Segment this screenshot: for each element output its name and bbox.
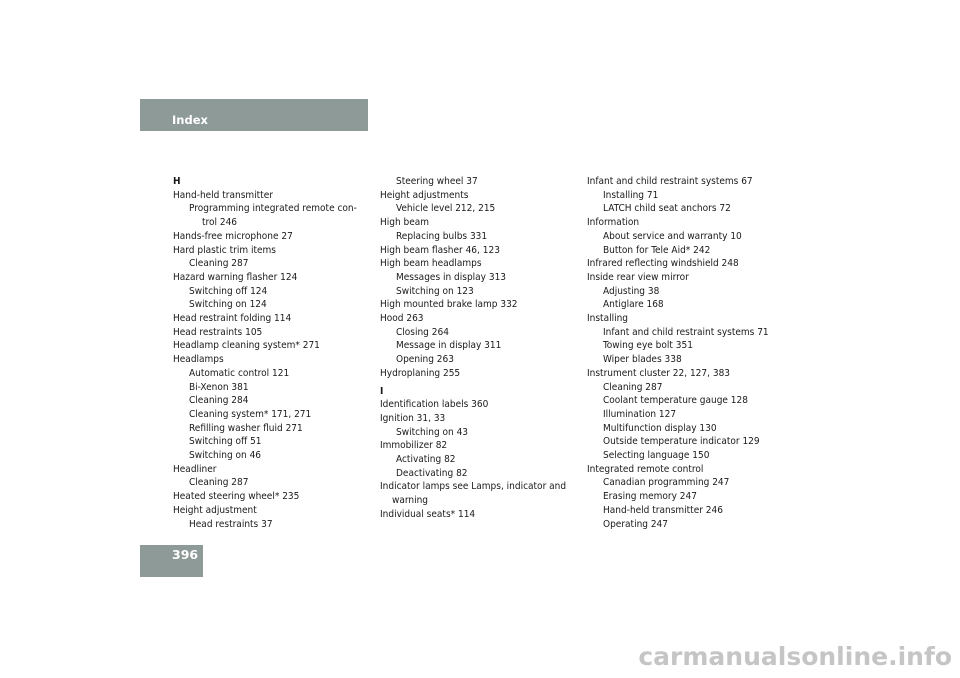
index-subentry: Outside temperature indicator 129 (603, 436, 760, 448)
index-subentry: Switching on 123 (396, 285, 474, 297)
index-entry: Headlamp cleaning system* 271 (173, 340, 320, 352)
index-entry: Hands-free microphone 27 (173, 230, 293, 242)
index-entry: Inside rear view mirror (587, 271, 689, 283)
index-entry: High beam (380, 217, 430, 229)
index-subentry: Steering wheel 37 (396, 176, 478, 187)
index-section-letter: H (173, 176, 181, 187)
index-subentry: Cleaning system* 171, 271 (189, 408, 312, 420)
index-subentry: About service and warranty 10 (603, 230, 742, 242)
index-entry: Indicator lamps see Lamps, indicator and (380, 481, 567, 493)
index-subentry: Head restraints 37 (189, 518, 273, 530)
index-subentry: Button for Tele Aid* 242 (603, 244, 711, 256)
index-entry: Immobilizer 82 (380, 440, 448, 452)
index-subentry: Coolant temperature gauge 128 (603, 395, 748, 407)
index-subentry: Switching off 124 (189, 285, 268, 297)
index-subentry: Operating 247 (603, 518, 669, 530)
index-subentry: Erasing memory 247 (603, 491, 697, 503)
watermark-logo: carmanualsonline.info (638, 642, 952, 671)
index-entry: Infant and child restraint systems 67 (587, 176, 753, 187)
index-subentry: Hand-held transmitter 246 (603, 504, 723, 516)
index-section-letter: I (380, 385, 384, 397)
index-entry: Headlamps (173, 354, 224, 366)
index-subentry: Switching on 124 (189, 299, 267, 311)
index-column-3 (587, 175, 787, 531)
index-subentry: Cleaning 287 (189, 258, 249, 270)
index-entry: Height adjustment (173, 504, 257, 516)
index-entry: Hand-held transmitter (173, 189, 273, 201)
index-entry: Hard plastic trim items (173, 244, 276, 256)
index-entry: Hazard warning flasher 124 (173, 271, 298, 283)
index-subentry: Bi-Xenon 381 (189, 381, 249, 393)
index-subentry: Deactivating 82 (396, 467, 468, 479)
index-subentry: Switching on 46 (189, 450, 262, 462)
page-number: 396 (172, 547, 199, 562)
index-subentry: Illumination 127 (603, 408, 677, 420)
index-entry: Heated steering wheel* 235 (173, 491, 300, 503)
index-subentry: Programming integrated remote con- (189, 203, 357, 215)
index-entry: Height adjustments (380, 189, 469, 201)
index-entry: High beam headlamps (380, 258, 482, 270)
index-entry: High beam flasher 46, 123 (380, 244, 500, 256)
index-entry: Hydroplaning 255 (380, 367, 461, 379)
index-subentry: Cleaning 287 (603, 381, 663, 393)
index-subentry: Cleaning 287 (189, 477, 249, 489)
index-column-1 (173, 175, 373, 531)
index-subentry: Messages in display 313 (396, 271, 507, 283)
index-subentry: Automatic control 121 (189, 367, 290, 379)
index-entry: Individual seats* 114 (380, 508, 476, 520)
index-subentry: Wiper blades 338 (603, 354, 682, 366)
index-subentry: Canadian programming 247 (603, 477, 730, 489)
index-subentry: Closing 264 (396, 326, 449, 338)
index-subentry: Installing 71 (603, 189, 659, 201)
index-subentry: Vehicle level 212, 215 (396, 203, 496, 215)
index-subentry: Towing eye bolt 351 (603, 340, 693, 352)
index-subentry: Replacing bulbs 331 (396, 230, 488, 242)
index-entry: Identification labels 360 (380, 399, 489, 411)
index-subentry: Selecting language 150 (603, 450, 710, 462)
index-subentry: Infant and child restraint systems 71 (603, 326, 769, 338)
index-subentry: Antiglare 168 (603, 299, 664, 311)
index-entry: Integrated remote control (587, 463, 704, 475)
index-entry: Head restraint folding 114 (173, 313, 292, 325)
index-subentry: Multifunction display 130 (603, 422, 717, 434)
index-subentry: Cleaning 284 (189, 395, 249, 407)
index-entry: High mounted brake lamp 332 (380, 299, 518, 311)
index-subentry: trol 246 (202, 217, 238, 229)
index-entry: Headliner (173, 463, 217, 475)
page-title: Index (172, 113, 208, 127)
index-subentry: Opening 263 (396, 354, 454, 366)
index-entry: Installing (587, 313, 628, 325)
index-subentry: Message in display 311 (396, 340, 502, 352)
index-subentry: Switching on 43 (396, 426, 469, 438)
index-entry: Head restraints 105 (173, 326, 263, 338)
index-subentry: Activating 82 (396, 454, 456, 466)
index-entry: Infrared reflecting windshield 248 (587, 258, 739, 270)
index-subentry: Switching off 51 (189, 436, 262, 448)
index-entry: Information (587, 217, 640, 229)
index-entry: Instrument cluster 22, 127, 383 (587, 367, 731, 379)
index-column-2 (380, 175, 580, 522)
index-entry: Ignition 31, 33 (380, 412, 446, 424)
index-subentry: LATCH child seat anchors 72 (603, 203, 731, 215)
index-subentry: Refilling washer fluid 271 (189, 422, 303, 434)
index-entry: Hood 263 (380, 313, 424, 325)
index-subentry: Adjusting 38 (603, 285, 660, 297)
index-subentry: warning (392, 495, 429, 507)
